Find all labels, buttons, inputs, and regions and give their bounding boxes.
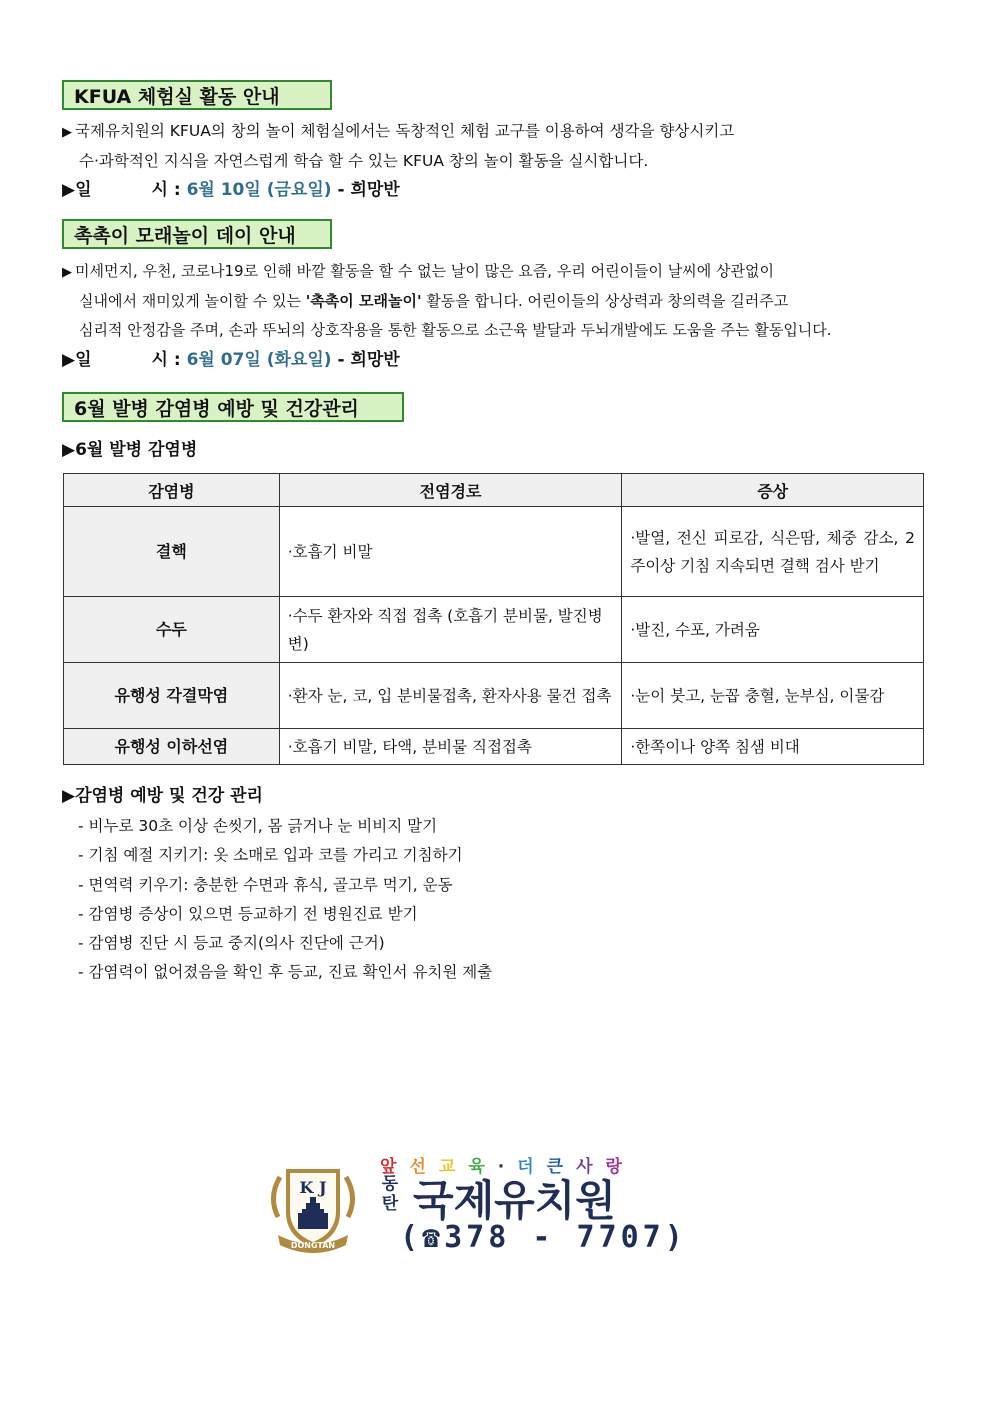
list-item: - 감염력이 없어졌음을 확인 후 등교, 진료 확인서 유치원 제출 bbox=[78, 963, 493, 982]
heading-text: KFUA 체험실 활동 안내 bbox=[74, 86, 280, 108]
kfua-description bbox=[62, 117, 932, 176]
emblem-letters: K J bbox=[299, 1178, 327, 1197]
list-item: - 감염병 증상이 있으면 등교하기 전 병원진료 받기 bbox=[78, 904, 418, 923]
column-header: 감염병 bbox=[64, 474, 280, 507]
disease-symptom: ·한쪽이나 양쪽 침샘 비대 bbox=[622, 729, 924, 765]
list-item: - 기침 예절 지키기: 옷 소매로 입과 코를 가리고 기침하기 bbox=[78, 846, 463, 865]
table-row bbox=[64, 663, 924, 729]
phone-number: (☎378 - 7707) bbox=[400, 1220, 687, 1255]
emblem-icon bbox=[268, 1157, 358, 1257]
date-label: ▶일 bbox=[62, 350, 92, 370]
disease-route: ·호흡기 비말, 타액, 분비물 직접접촉 bbox=[279, 729, 622, 765]
emblem-banner: DONGTAN bbox=[290, 1241, 336, 1250]
date-value: 6월 07일 (화요일) bbox=[186, 350, 332, 370]
dongtan-label: 동탄 bbox=[381, 1174, 399, 1214]
prevention-list bbox=[78, 812, 492, 988]
kindergarten-name: 국제유치원 bbox=[413, 1176, 616, 1225]
bullet-arrow-icon: ▶ bbox=[62, 125, 72, 140]
prevention-title: ▶감염병 예방 및 건강 관리 bbox=[62, 786, 263, 806]
kfua-date bbox=[62, 178, 400, 202]
table-row bbox=[64, 597, 924, 663]
disease-symptom: ·발진, 수포, 가려움 bbox=[622, 597, 924, 663]
section-heading-kfua bbox=[62, 80, 332, 110]
disease-name: 결핵 bbox=[64, 507, 280, 597]
disease-symptom: ·눈이 붓고, 눈꼽 충혈, 눈부심, 이물감 bbox=[622, 663, 924, 729]
date-label-suffix: 시 : bbox=[151, 180, 181, 200]
column-header: 전염경로 bbox=[279, 474, 622, 507]
disease-route: ·호흡기 비말 bbox=[279, 507, 622, 597]
disease-table bbox=[63, 473, 924, 765]
slogan: 앞선교육·더큰사랑 bbox=[380, 1157, 635, 1177]
column-header: 증상 bbox=[622, 474, 924, 507]
section-heading-disease bbox=[62, 392, 404, 422]
heading-text: 6월 발병 감염병 예방 및 건강관리 bbox=[74, 398, 359, 420]
sandplay-date bbox=[62, 348, 400, 372]
heading-text: 촉촉이 모래놀이 데이 안내 bbox=[74, 225, 296, 247]
list-item: - 비누로 30초 이상 손씻기, 몸 긁거나 눈 비비지 말기 bbox=[78, 817, 438, 835]
sandplay-line-1: 미세먼지, 우천, 코로나19로 인해 바깥 활동을 할 수 없는 날이 많은 요즘, 우리 어린이들이 날씨에 상관없이 bbox=[75, 262, 775, 280]
kfua-line-1: 국제유치원의 KFUA의 창의 놀이 체험실에서는 독창적인 체험 교구를 이용하여 생각을 향상시키고 bbox=[75, 122, 735, 140]
disease-name: 유행성 각결막염 bbox=[64, 663, 280, 729]
disease-route: ·환자 눈, 코, 입 분비물접촉, 환자사용 물건 접촉 bbox=[279, 663, 622, 729]
kfua-line-2: 수·과학적인 지식을 자연스럽게 학습 할 수 있는 KFUA 창의 놀이 활동을 실시합니다. bbox=[79, 152, 649, 170]
kindergarten-logo bbox=[268, 1152, 708, 1262]
section-heading-sandplay bbox=[62, 219, 332, 249]
date-class: - 희망반 bbox=[337, 180, 400, 200]
sandplay-description bbox=[62, 257, 932, 345]
disease-name: 유행성 이하선염 bbox=[64, 729, 280, 765]
table-header-row bbox=[64, 474, 924, 507]
sandplay-line-3: 심리적 안정감을 주며, 손과 뚜뇌의 상호작용을 통한 활동으로 소근육 발달과 두뇌개발에도 도움을 주는 활동입니다. bbox=[79, 321, 832, 339]
list-item: - 면역력 키우기: 충분한 수면과 휴식, 골고루 먹기, 운동 bbox=[78, 875, 453, 894]
disease-symptom: ·발열, 전신 피로감, 식은땀, 체중 감소, 2주이상 기침 지속되면 결핵 검사 받기 bbox=[622, 507, 924, 597]
disease-name: 수두 bbox=[64, 597, 280, 663]
disease-route: ·수두 환자와 직접 접촉 (호흡기 분비물, 발진병변) bbox=[279, 597, 622, 663]
bullet-arrow-icon: ▶ bbox=[62, 265, 72, 280]
table-row bbox=[64, 507, 924, 597]
list-item: - 감염병 진단 시 등교 중지(의사 진단에 근거) bbox=[78, 934, 385, 953]
table-row bbox=[64, 729, 924, 765]
sandplay-line-2: 실내에서 재미있게 놀이할 수 있는 '촉촉이 모래놀이' 활동을 합니다. 어린이들의 상상력과 창의력을 길러주고 bbox=[79, 292, 789, 310]
date-label: ▶일 bbox=[62, 180, 92, 200]
date-label-suffix: 시 : bbox=[151, 350, 181, 370]
date-class: - 희망반 bbox=[337, 350, 400, 370]
date-value: 6월 10일 (금요일) bbox=[186, 180, 332, 200]
disease-table-title: ▶6월 발병 감염병 bbox=[62, 440, 198, 460]
